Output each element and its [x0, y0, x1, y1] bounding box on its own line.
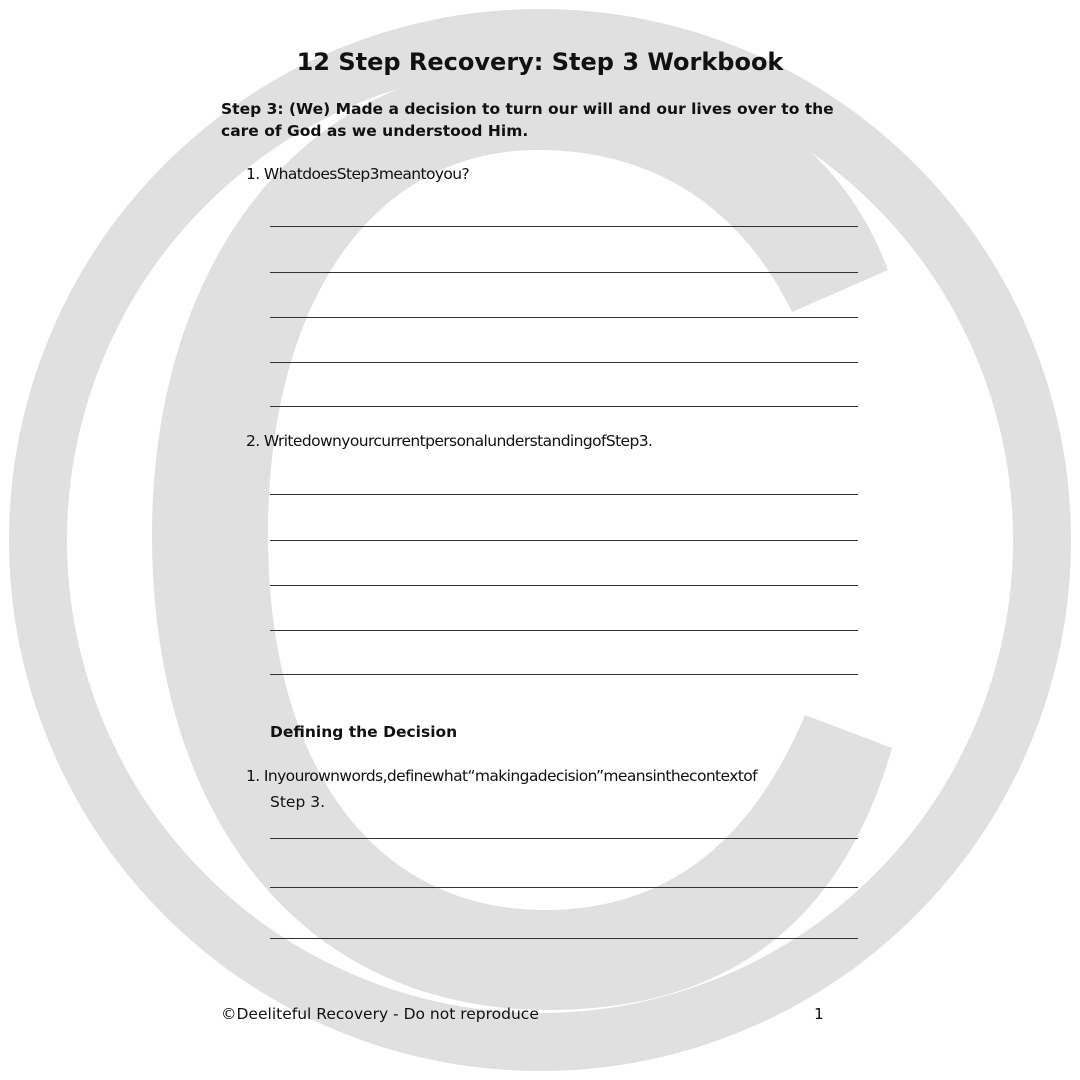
step-intro: Step 3: (We) Made a decision to turn our will and our lives over to the care of God as we understood Him. — [221, 100, 834, 140]
answer-line[interactable] — [270, 674, 858, 675]
answer-line[interactable] — [270, 630, 858, 631]
answer-line[interactable] — [270, 362, 858, 363]
answer-line[interactable] — [270, 585, 858, 586]
answer-line[interactable] — [270, 540, 858, 541]
answer-line[interactable] — [270, 272, 858, 273]
section-heading: Defining the Decision — [270, 723, 458, 741]
section-question-1: 1. Inyourownwords,definewhat“makingadecision”meansinthecontextof — [246, 767, 757, 785]
page-title: 12 Step Recovery: Step 3 Workbook — [296, 48, 784, 76]
section-question-1-continuation: Step 3. — [270, 793, 326, 811]
answer-line[interactable] — [270, 838, 858, 839]
question-2: 2. WritedownyourcurrentpersonalunderstandingofStep3. — [246, 432, 653, 450]
answer-line[interactable] — [270, 317, 858, 318]
answer-line[interactable] — [270, 406, 858, 407]
answer-line[interactable] — [270, 887, 858, 888]
answer-line[interactable] — [270, 938, 858, 939]
answer-line[interactable] — [270, 226, 858, 227]
page-number: 1 — [814, 1005, 824, 1023]
footer-copyright: ©Deeliteful Recovery - Do not reproduce — [221, 1005, 539, 1023]
answer-line[interactable] — [270, 494, 858, 495]
question-1: 1. WhatdoesStep3meantoyou? — [246, 165, 470, 183]
